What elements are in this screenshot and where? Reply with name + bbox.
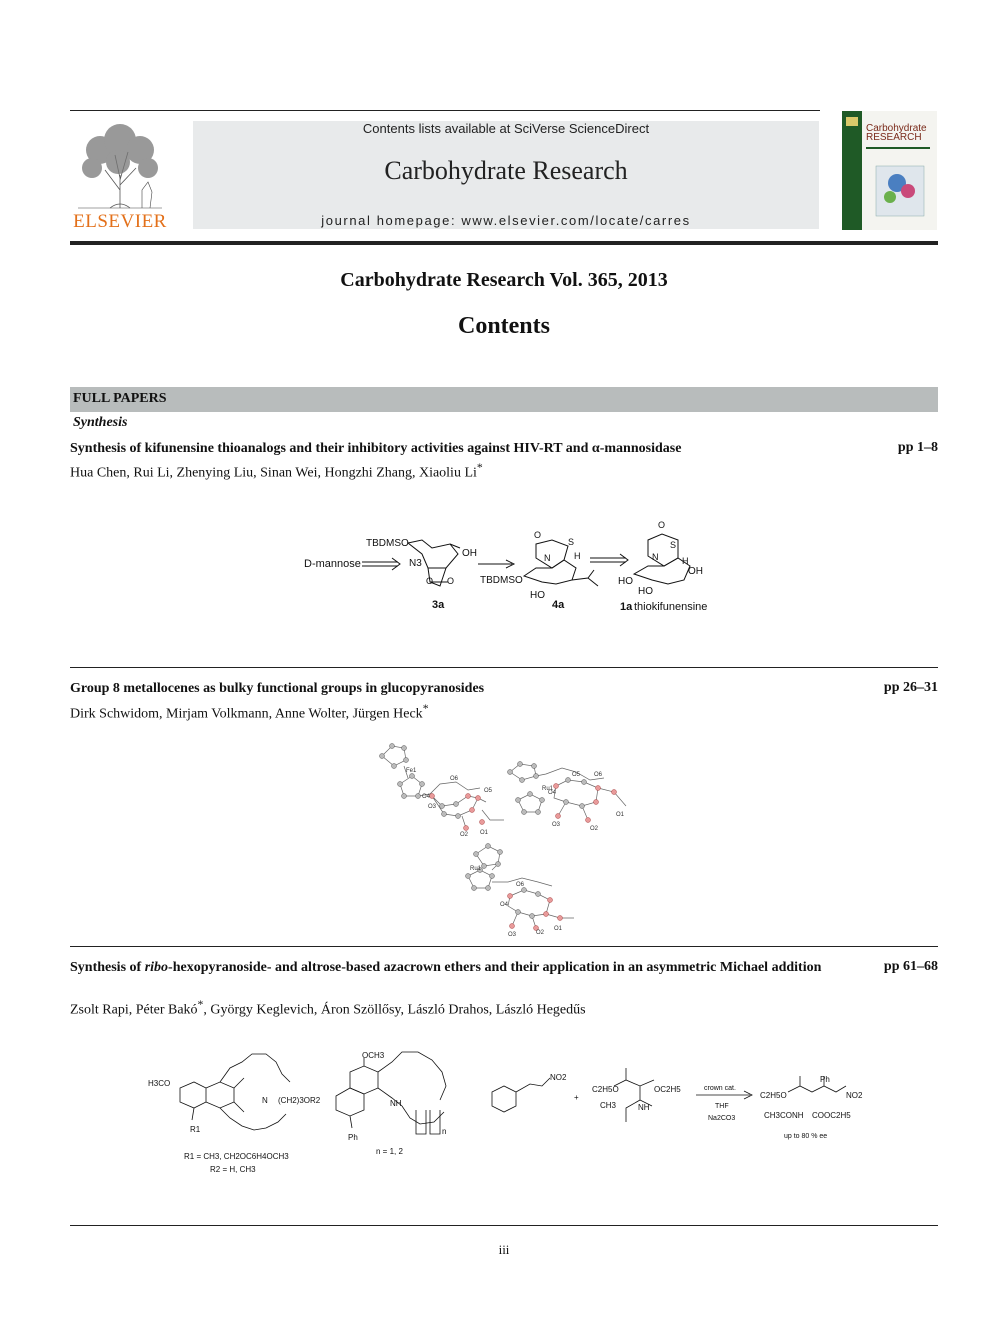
fig2-o2b: O2 (590, 826, 599, 832)
fig2-o6a: O6 (450, 776, 459, 782)
fig2-o5a: O5 (484, 788, 493, 794)
article-1-pages: pp 1–8 (897, 440, 938, 455)
scheme1-tbdmso-1: TBDMSO (366, 538, 409, 549)
svg-text:O: O (426, 576, 434, 586)
fig2-o4c: O4 (500, 902, 509, 908)
scheme1-n-1a: N (652, 552, 659, 562)
scheme3-nh-c: NH (638, 1103, 650, 1112)
scheme1-label-3a: 3a (432, 599, 445, 611)
fig2-o4a: O4 (422, 794, 431, 800)
scheme1-ho-1a-b: HO (638, 586, 653, 597)
fig2-o3b: O3 (552, 822, 561, 828)
fig2-m1: Ru1 (470, 866, 482, 872)
scheme3-ch3conh: CH3CONH (764, 1111, 804, 1120)
article-3-title-italic: ribo (144, 960, 169, 975)
scheme3-c2h5o-p: C2H5O (760, 1091, 787, 1100)
scheme3-plus: + (574, 1093, 579, 1102)
scheme1-n-4a: N (544, 553, 551, 563)
fig2-o1b: O1 (616, 812, 625, 818)
scheme1-oh: OH (462, 548, 477, 559)
scheme1-h-1a: H (682, 556, 689, 566)
fig2-o2a: O2 (460, 832, 469, 838)
scheme1-n3: N3 (409, 558, 422, 569)
scheme1-s-4a: S (568, 537, 575, 547)
section-label: FULL PAPERS (73, 391, 167, 406)
article-3-author-rest: , György Keglevich, Áron Szöllősy, László Drahos, László Hegedűs (203, 1002, 586, 1018)
scheme3-nh: NH (390, 1099, 402, 1108)
corresponding-star: * (197, 998, 204, 1011)
fig2-o1c: O1 (554, 926, 563, 932)
fig2-o6c: O6 (516, 882, 525, 888)
subsection-label: Synthesis (73, 415, 128, 430)
scheme3-no2-a: NO2 (550, 1073, 567, 1082)
article-3-pages: pp 61–68 (883, 959, 938, 974)
article-1-author-list: Hua Chen, Rui Li, Zhenying Liu, Sinan Wei, Hongzhi Zhang, Xiaoliu Li (70, 465, 477, 481)
contents-heading: Contents (457, 313, 550, 339)
article-3-title[interactable] (70, 959, 850, 977)
scheme3-base: Na2CO3 (708, 1115, 736, 1122)
scheme1-start: D-mannose (304, 558, 361, 570)
fig2-o2c: O2 (536, 930, 545, 936)
fig2-o1a: O1 (480, 830, 489, 836)
fig2-o5b: O5 (572, 772, 581, 778)
scheme1-h-4a: H (574, 551, 581, 561)
article-1-title[interactable] (70, 440, 860, 458)
svg-text:O: O (658, 520, 666, 530)
article-2-authors (70, 702, 850, 723)
article-2-title[interactable]: Group 8 metallocenes as bulky functional groups in glucopyranosides (70, 681, 485, 696)
fig2-ru1: Ru1 (542, 786, 554, 792)
journal-title: Carbohydrate Research (384, 156, 628, 185)
article-2-crystal-structures (370, 736, 650, 936)
scheme3-cooc2h5: COOC2H5 (812, 1111, 851, 1120)
scheme3-n-def: n = 1, 2 (376, 1147, 403, 1156)
alpha-symbol: α (591, 441, 600, 456)
scheme3-no2-p: NO2 (846, 1091, 863, 1100)
scheme3-och3: OCH3 (362, 1051, 385, 1060)
scheme1-label-1a: 1a (620, 601, 633, 613)
scheme3-oc2h5: OC2H5 (654, 1085, 681, 1094)
svg-text:O: O (447, 576, 455, 586)
article-divider-2 (70, 946, 938, 947)
header-top-rule (70, 110, 820, 111)
scheme3-chain: (CH2)3OR2 (278, 1096, 321, 1105)
scheme3-ee: up to 80 % ee (784, 1133, 828, 1140)
journal-homepage-link[interactable]: journal homepage: www.elsevier.com/locate/carres (321, 213, 691, 228)
scheme1-o-4a: O (534, 530, 542, 540)
cover-title-1: Carbohydrate (866, 123, 927, 134)
fig2-o3a: O3 (428, 804, 437, 810)
scheme3-n-sub: n (442, 1127, 447, 1136)
article-1-title-end: -mannosidase (599, 441, 682, 456)
scheme3-n-a: N (262, 1096, 268, 1105)
header-bottom-rule (70, 241, 938, 245)
scheme1-tbdmso-2: TBDMSO (480, 575, 523, 586)
volume-title: Carbohydrate Research Vol. 365, 2013 (340, 269, 668, 291)
fig2-o3c: O3 (508, 932, 517, 936)
article-divider-3 (70, 1225, 938, 1226)
journal-cover-thumbnail (842, 111, 937, 230)
scheme3-cat: crown cat. (704, 1085, 736, 1092)
scheme3-r2-def: R2 = H, CH3 (210, 1165, 256, 1174)
article-3-title-rest: -hexopyranoside- and altrose-based azacrown ethers and their application in an asymmetric Michael addition (168, 960, 822, 975)
article-1-graphical-abstract (290, 518, 710, 618)
scheme1-s-1a: S (670, 540, 677, 550)
scheme3-ph-p: Ph (820, 1075, 830, 1084)
elsevier-wordmark: ELSEVIER (73, 211, 167, 232)
scheme3-r1: R1 (190, 1125, 201, 1134)
corresponding-star: * (422, 702, 429, 715)
fig2-o4b: O4 (548, 790, 557, 796)
article-3-authors (70, 998, 850, 1019)
scheme3-ch3: CH3 (600, 1101, 617, 1110)
article-3-graphical-abstract (140, 1048, 870, 1178)
fig2-fe1: Fe1 (406, 768, 417, 774)
section-bar (70, 387, 938, 412)
cover-title-2: RESEARCH (866, 132, 922, 143)
article-1-authors (70, 461, 850, 482)
corresponding-star: * (476, 461, 483, 474)
scheme3-thf: THF (715, 1103, 729, 1110)
scheme3-c2h5o: C2H5O (592, 1085, 619, 1094)
scheme3-ph-b: Ph (348, 1133, 358, 1142)
scheme1-ho-1a: HO (618, 576, 633, 587)
article-divider-1 (70, 667, 938, 668)
scheme1-oh-1a: OH (688, 566, 703, 577)
article-1-title-main: Synthesis of kifunensine thioanalogs and their inhibitory activities against HIV-RT and (70, 441, 592, 456)
fig2-o6b: O6 (594, 772, 603, 778)
article-3-author-first: Zsolt Rapi, Péter Bakó (70, 1002, 198, 1018)
article-3-title-start: Synthesis of (70, 960, 145, 975)
scheme3-h3co: H3CO (148, 1079, 171, 1088)
scheme1-label-4a: 4a (552, 599, 565, 611)
contents-available-link[interactable]: Contents lists available at SciVerse ScienceDirect (362, 121, 650, 136)
scheme1-label-1a-name: thiokifunensine (634, 601, 708, 613)
scheme3-r1-def: R1 = CH3, CH2OC6H4OCH3 (184, 1152, 289, 1161)
article-2-author-list: Dirk Schwidom, Mirjam Volkmann, Anne Wolter, Jürgen Heck (70, 706, 423, 722)
article-2-pages: pp 26–31 (883, 680, 938, 695)
scheme1-ho-4a: HO (530, 590, 545, 601)
page-number: iii (498, 1242, 510, 1257)
